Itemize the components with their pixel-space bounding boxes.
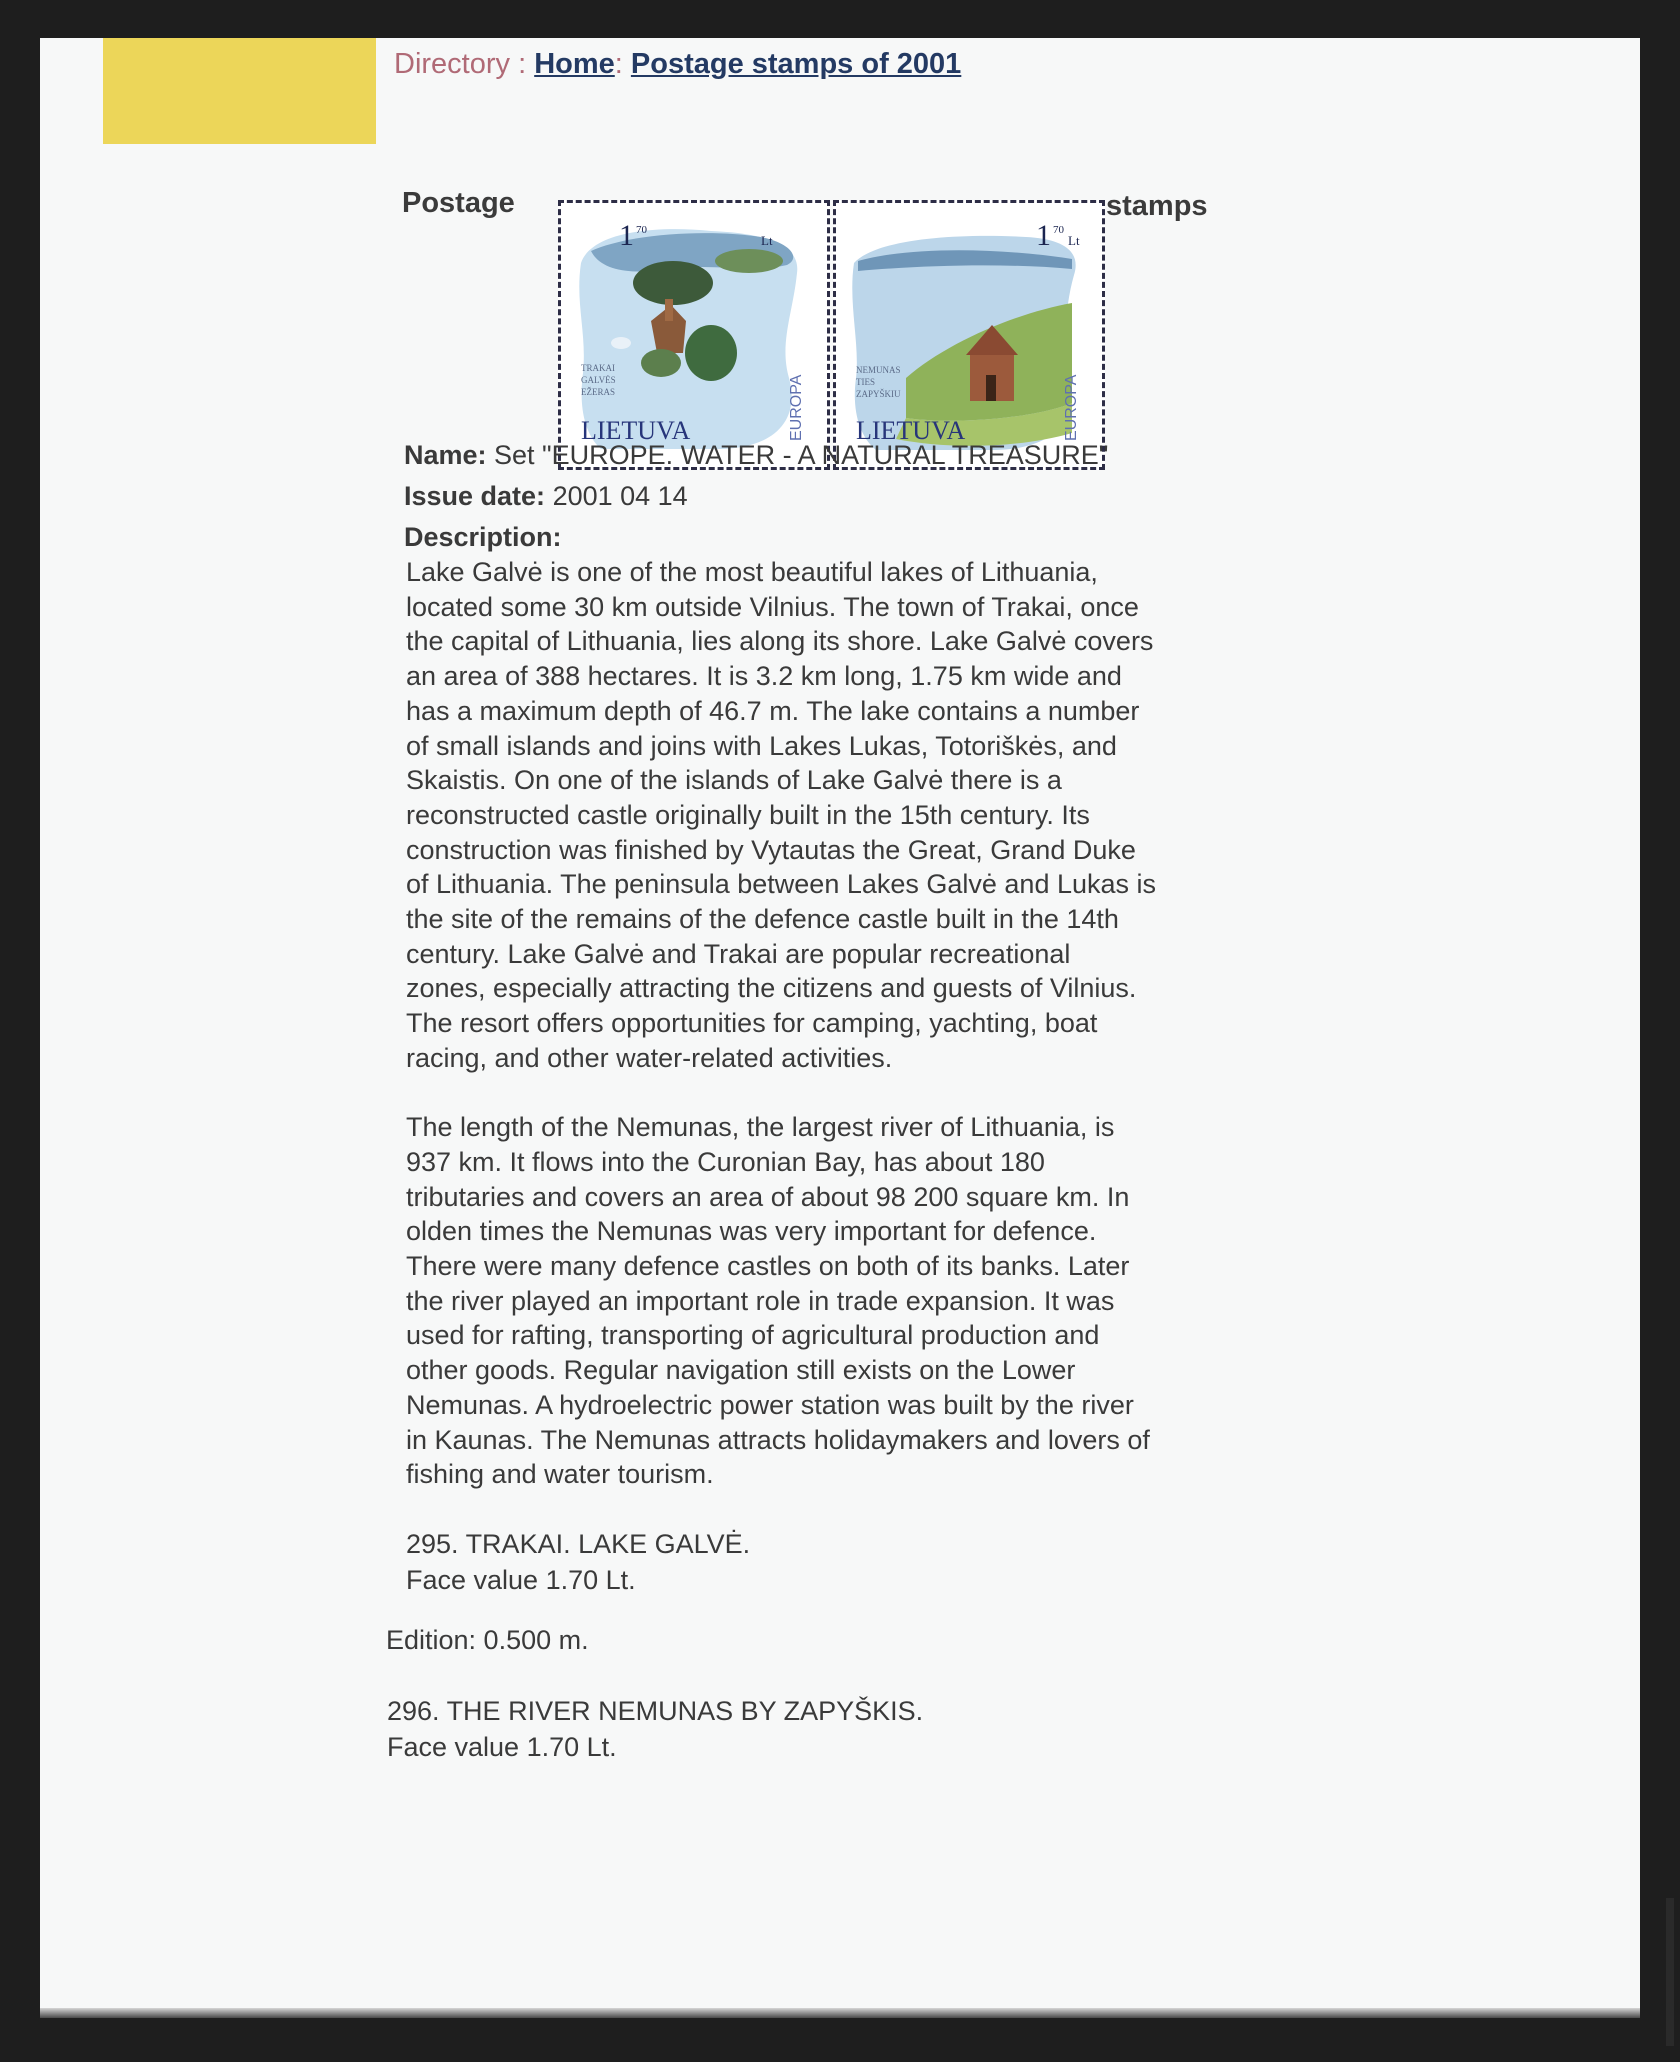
stamp-nemunas-illustration bbox=[836, 203, 1102, 467]
stamp-item-295 bbox=[406, 1526, 750, 1598]
stamp-trakai-currency: Lt bbox=[761, 233, 773, 248]
desc-line-nemunas: fishing and water tourism. bbox=[406, 1459, 714, 1490]
description-paragraph-nemunas bbox=[406, 1110, 1306, 1492]
stamp-trakai-caption-3: EŽERAS bbox=[581, 387, 616, 397]
page-sheet bbox=[40, 38, 1640, 2018]
desc-line-lake-galve: has a maximum depth of 46.7 m. The lake contains a number bbox=[406, 695, 1140, 726]
breadcrumb-home-link[interactable]: Home bbox=[534, 48, 615, 80]
desc-line-lake-galve: of small islands and joins with Lakes Lukas, Totoriškės, and bbox=[406, 730, 1117, 761]
desc-line-lake-galve: reconstructed castle originally built in the 15th century. Its bbox=[406, 799, 1090, 830]
desc-line-lake-galve: the site of the remains of the defence castle built in the 14th bbox=[406, 904, 1119, 935]
desc-line-lake-galve: an area of 388 hectares. It is 3.2 km long, 1.75 km wide and bbox=[406, 661, 1122, 692]
stamp-nemunas-country: LIETUVA bbox=[856, 416, 966, 445]
stamp-trakai-denomination: 1 bbox=[619, 219, 634, 252]
desc-line-lake-galve: the capital of Lithuania, lies along its shore. Lake Galvė covers bbox=[406, 626, 1154, 657]
desc-line-lake-galve: located some 30 km outside Vilnius. The town of Trakai, once bbox=[406, 591, 1139, 622]
stamp-trakai-series: EUROPA bbox=[788, 374, 805, 441]
desc-line-nemunas: tributaries and covers an area of about 98 200 square km. In bbox=[406, 1181, 1130, 1212]
item-295-title: 295. TRAKAI. LAKE GALVĖ. bbox=[406, 1529, 751, 1559]
highlight-block bbox=[103, 38, 376, 144]
page-edge-shadow bbox=[1666, 1898, 1674, 2046]
breadcrumb-current-link[interactable]: Postage stamps of 2001 bbox=[630, 48, 962, 80]
name-row bbox=[404, 438, 1304, 473]
desc-line-nemunas: 937 km. It flows into the Curonian Bay, has about 180 bbox=[406, 1146, 1045, 1177]
stamp-nemunas-denomination: 1 bbox=[1036, 219, 1051, 252]
name-label: Name: bbox=[404, 440, 487, 470]
desc-line-lake-galve: racing, and other water-related activities. bbox=[406, 1042, 893, 1073]
stamp-item-296 bbox=[387, 1693, 923, 1765]
desc-line-nemunas: The length of the Nemunas, the largest river of Lithuania, is bbox=[406, 1112, 1115, 1143]
stamp-nemunas-caption-2: TIES bbox=[856, 377, 875, 387]
stamp-nemunas-denomination-sup: 70 bbox=[1053, 224, 1064, 236]
heading-right-word: stamps bbox=[1106, 190, 1208, 222]
stamp-trakai-caption-2: GALVĖS bbox=[581, 375, 616, 385]
stamp-nemunas-caption-3: ZAPYŠKIU bbox=[856, 389, 901, 399]
issue-date-value: 2001 04 14 bbox=[545, 481, 688, 511]
breadcrumb bbox=[394, 48, 961, 81]
stamp-trakai-illustration bbox=[561, 203, 827, 467]
stamp-trakai bbox=[558, 200, 830, 470]
name-value: Set "EUROPE. WATER - A NATURAL TREASURE" bbox=[486, 440, 1109, 470]
stamp-info bbox=[404, 438, 1304, 555]
desc-line-nemunas: used for rafting, transporting of agricultural production and bbox=[406, 1320, 1100, 1351]
description-heading bbox=[404, 520, 1304, 555]
desc-line-lake-galve: construction was finished by Vytautas the Great, Grand Duke bbox=[406, 834, 1136, 865]
stamp-nemunas bbox=[833, 200, 1105, 470]
stamp-trakai-denomination-sup: 70 bbox=[636, 224, 647, 236]
heading-left-word: Postage bbox=[402, 187, 515, 219]
issue-date-row bbox=[404, 479, 1304, 514]
desc-line-nemunas: other goods. Regular navigation still exists on the Lower bbox=[406, 1355, 1076, 1386]
stamp-nemunas-series: EUROPA bbox=[1063, 374, 1080, 441]
desc-line-lake-galve: The resort offers opportunities for camping, yachting, boat bbox=[406, 1008, 1098, 1039]
desc-line-lake-galve: of Lithuania. The peninsula between Lakes Galvė and Lukas is bbox=[406, 869, 1157, 900]
item-295-face-value: Face value 1.70 Lt. bbox=[406, 1565, 636, 1595]
desc-line-nemunas: There were many defence castles on both of its banks. Later bbox=[406, 1251, 1130, 1282]
stamp-trakai-caption-1: TRAKAI bbox=[581, 363, 615, 373]
desc-line-lake-galve: century. Lake Galvė and Trakai are popular recreational bbox=[406, 938, 1071, 969]
desc-line-lake-galve: zones, especially attracting the citizens and guests of Vilnius. bbox=[406, 973, 1137, 1004]
desc-line-nemunas: olden times the Nemunas was very important for defence. bbox=[406, 1216, 1097, 1247]
desc-line-lake-galve: Skaistis. On one of the islands of Lake Galvė there is a bbox=[406, 765, 1062, 796]
description-label: Description: bbox=[404, 522, 562, 552]
breadcrumb-prefix: Directory : bbox=[394, 48, 535, 80]
breadcrumb-separator: : bbox=[614, 48, 631, 80]
bottom-edge-strip bbox=[40, 2008, 1640, 2018]
stamp-trakai-country: LIETUVA bbox=[581, 416, 691, 445]
stamp-nemunas-currency: Lt bbox=[1068, 233, 1080, 248]
stamp-nemunas-caption-1: NEMUNAS bbox=[856, 365, 901, 375]
desc-line-nemunas: the river played an important role in trade expansion. It was bbox=[406, 1285, 1115, 1316]
desc-line-nemunas: Nemunas. A hydroelectric power station was built by the river bbox=[406, 1389, 1134, 1420]
desc-line-lake-galve: Lake Galvė is one of the most beautiful lakes of Lithuania, bbox=[406, 557, 1098, 587]
issue-date-label: Issue date: bbox=[404, 481, 546, 511]
edition-text: Edition: 0.500 m. bbox=[386, 1625, 589, 1655]
description-paragraph-lake-galve bbox=[406, 555, 1306, 1076]
description bbox=[406, 555, 1306, 1492]
item-296-face-value: Face value 1.70 Lt. bbox=[387, 1732, 617, 1762]
item-296-title: 296. THE RIVER NEMUNAS BY ZAPYŠKIS. bbox=[387, 1696, 924, 1726]
desc-line-nemunas: in Kaunas. The Nemunas attracts holidaymakers and lovers of bbox=[406, 1424, 1150, 1455]
